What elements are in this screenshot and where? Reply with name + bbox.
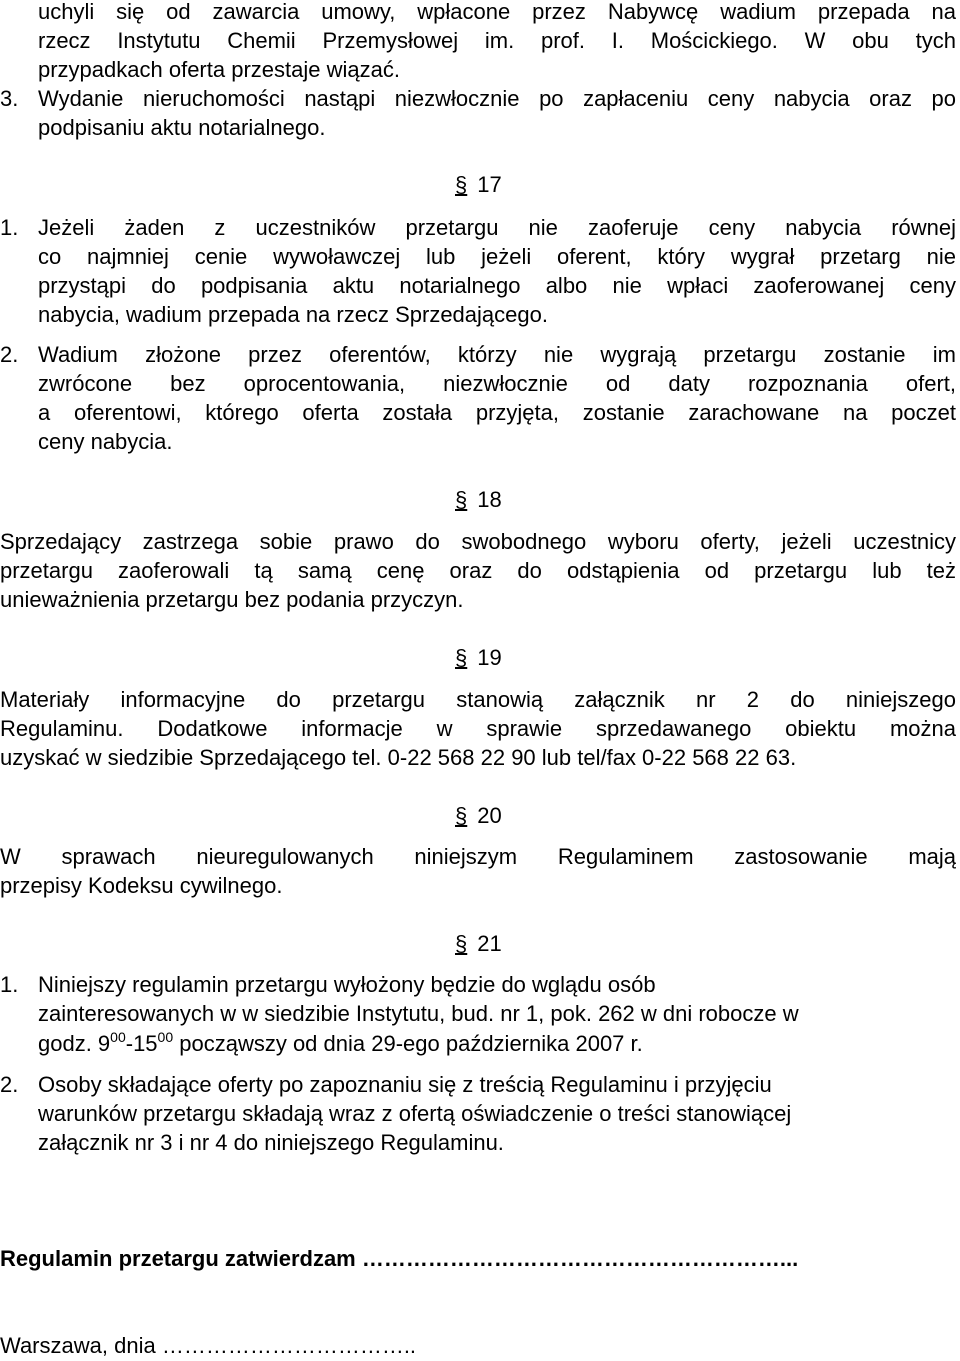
s19-line-3: uzyskać w siedzibie Sprzedającego tel. 0-22 568 22 90 lub tel/fax 0-22 568 22 63. xyxy=(0,745,797,770)
s21-item1-line-2: zainteresowanych w w siedzibie Instytutu, bud. nr 1, pok. 262 w dni robocze w xyxy=(38,1001,799,1026)
s17-item2-line-1: Wadium złożone przez oferentów, którzy nie wygrają przetargu zostanie im xyxy=(38,342,956,367)
s17-item1-line-1: Jeżeli żaden z uczestników przetargu nie zaoferuje ceny nabycia równej xyxy=(38,215,956,240)
top-line-2: rzecz Instytutu Chemii Przemysłowej im. prof. I. Mościckiego. W obu tych xyxy=(38,28,956,53)
approval-label: Regulamin przetargu zatwierdzam xyxy=(0,1246,356,1271)
section-number: 18 xyxy=(477,487,502,512)
top-line-3: przypadkach oferta przestaje wiązać. xyxy=(38,57,400,82)
s21-item2-line-1: Osoby składające oferty po zapoznaniu się z treścią Regulaminu i przyjęciu xyxy=(38,1072,772,1097)
approval-line xyxy=(0,1245,798,1273)
section-heading-20 xyxy=(455,802,502,830)
s17-item1-line-2: co najmniej cenie wywoławczej lub jeżeli oferent, który wygrał przetarg nie xyxy=(38,244,956,269)
item-number: 1. xyxy=(0,215,19,240)
s17-item1-line-4: nabycia, wadium przepada na rzecz Sprzedającego. xyxy=(38,302,548,327)
hours-suffix: począwszy od dnia 29-ego października 2007 r. xyxy=(173,1031,643,1056)
hours-dash: -15 xyxy=(125,1031,158,1056)
s21-item1-line-3 xyxy=(38,1030,643,1058)
date-dots: …………………………….. xyxy=(161,1333,417,1358)
hours-prefix: godz. 9 xyxy=(38,1031,111,1056)
section-heading-19 xyxy=(455,644,502,672)
section-heading-21 xyxy=(455,930,502,958)
item-number: 2. xyxy=(0,342,19,367)
s19-line-2: Regulaminu. Dodatkowe informacje w sprawie sprzedawanego obiektu można xyxy=(0,716,956,741)
s18-line-2: przetargu zaoferowali tą samą cenę oraz do odstąpienia od przetargu lub też xyxy=(0,558,956,583)
s21-item2-line-2: warunków przetargu składają wraz z ofertą oświadczenie o treści stanowiącej xyxy=(38,1101,792,1126)
s17-item2-line-2: zwrócone bez oprocentowania, niezwłocznie od daty rozpoznania ofert, xyxy=(38,371,956,396)
section-symbol: § xyxy=(455,803,468,828)
item-number: 2. xyxy=(0,1072,19,1097)
s17-item2-line-4: ceny nabycia. xyxy=(38,429,173,454)
top-item3-line-2: podpisaniu aktu notarialnego. xyxy=(38,115,326,140)
s21-item1-line-1: Niniejszy regulamin przetargu wyłożony będzie do wglądu osób xyxy=(38,972,656,997)
top-item3-line-1: Wydanie nieruchomości nastąpi niezwłocznie po zapłaceniu ceny nabycia oraz po xyxy=(38,86,956,111)
s19-line-1: Materiały informacyjne do przetargu stanowią załącznik nr 2 do niniejszego xyxy=(0,687,956,712)
section-heading-18 xyxy=(455,486,502,514)
section-number: 17 xyxy=(477,172,502,197)
section-symbol: § xyxy=(455,172,468,197)
section-number: 20 xyxy=(477,803,502,828)
s17-item2-line-3: a oferentowi, którego oferta została przyjęta, zostanie zarachowane na poczet xyxy=(38,400,956,425)
s18-line-1: Sprzedający zastrzega sobie prawo do swobodnego wyboru oferty, jeżeli uczestnicy xyxy=(0,529,956,554)
hours-sup-start: 00 xyxy=(110,1029,126,1045)
item-number: 3. xyxy=(0,86,19,111)
approval-signature-dots: …………………………………………………... xyxy=(361,1246,799,1271)
item-number: 1. xyxy=(0,972,19,997)
s20-line-1: W sprawach nieuregulowanych niniejszym Regulaminem zastosowanie mają xyxy=(0,844,956,869)
s18-line-3: unieważnienia przetargu bez podania przyczyn. xyxy=(0,587,464,612)
s21-item2-line-3: załącznik nr 3 i nr 4 do niniejszego Regulaminu. xyxy=(38,1130,504,1155)
section-heading-17 xyxy=(455,171,502,199)
section-number: 21 xyxy=(477,931,502,956)
section-number: 19 xyxy=(477,645,502,670)
s20-line-2: przepisy Kodeksu cywilnego. xyxy=(0,873,283,898)
place-date-label: Warszawa, dnia xyxy=(0,1333,156,1358)
section-symbol: § xyxy=(455,645,468,670)
section-symbol: § xyxy=(455,487,468,512)
place-date-line xyxy=(0,1332,416,1360)
top-line-1: uchyli się od zawarcia umowy, wpłacone przez Nabywcę wadium przepada na xyxy=(38,0,956,24)
s17-item1-line-3: przystąpi do podpisania aktu notarialnego albo nie wpłaci zaoferowanej ceny xyxy=(38,273,956,298)
section-symbol: § xyxy=(455,931,468,956)
hours-sup-end: 00 xyxy=(157,1029,174,1045)
